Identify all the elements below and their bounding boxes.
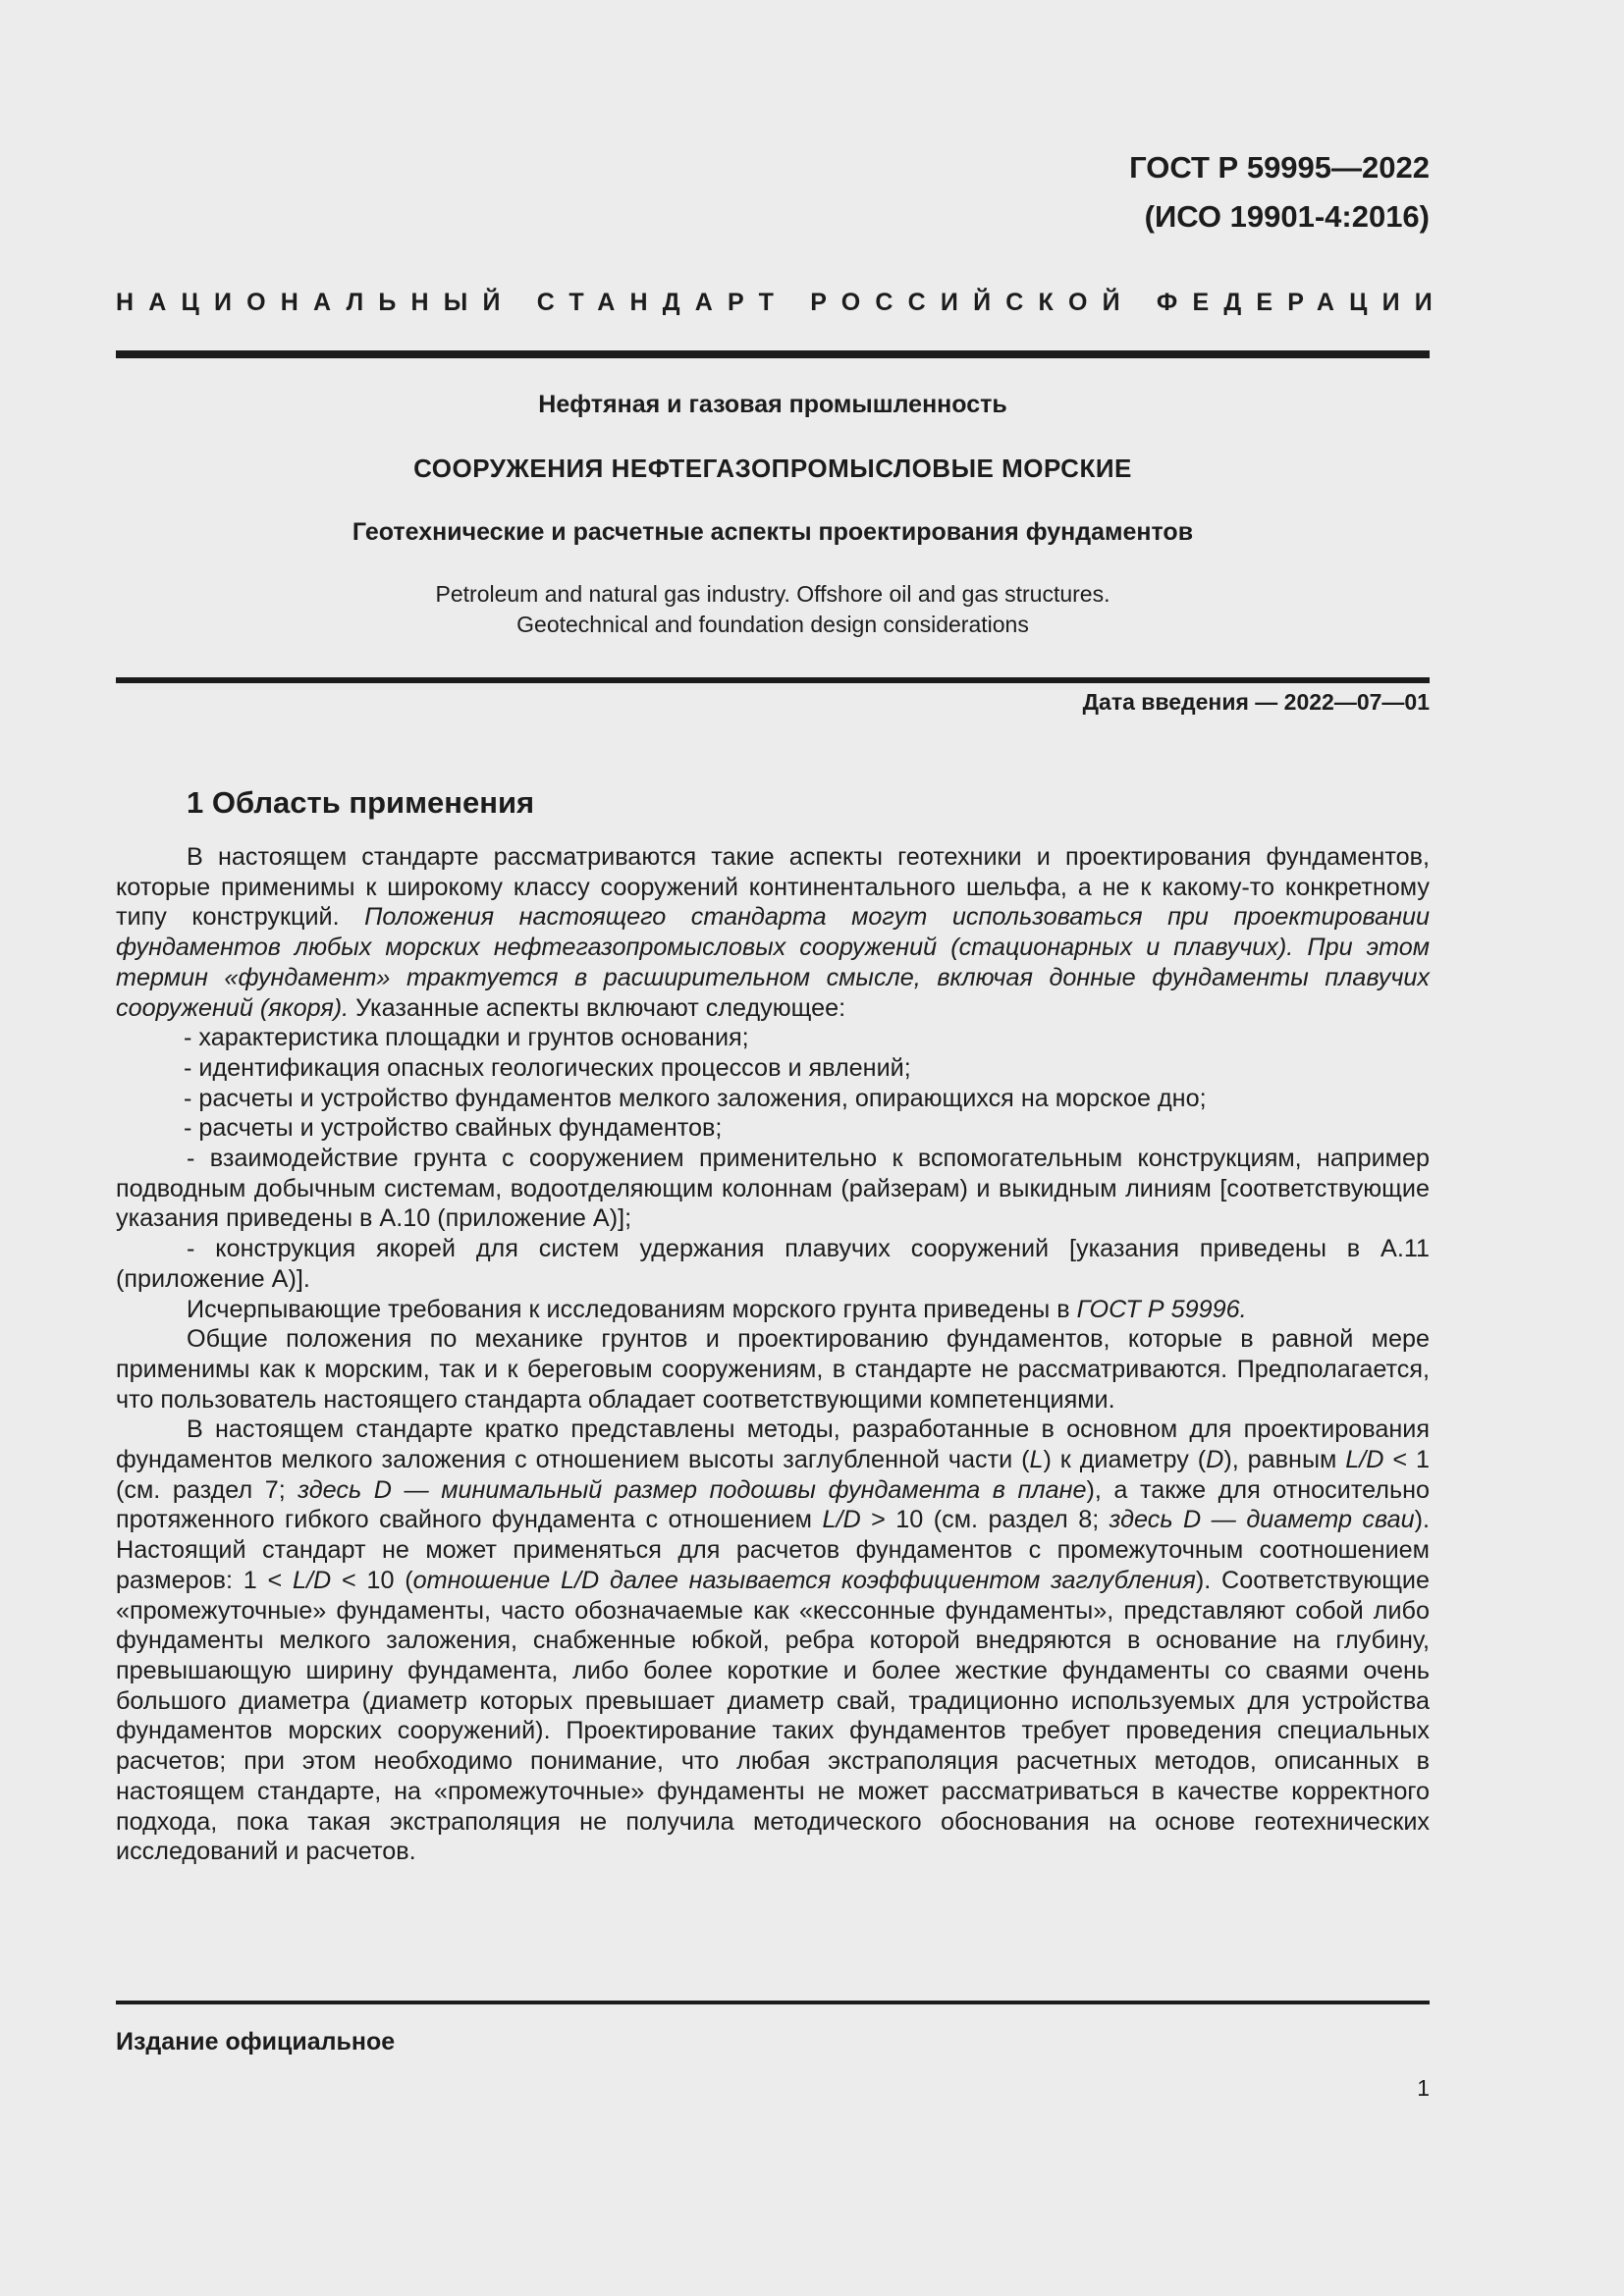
italic-text: L/D: [293, 1566, 332, 1594]
list-item: - расчеты и устройство фундаментов мелкого заложения, опирающихся на морское дно;: [184, 1084, 1207, 1112]
list-item: - конструкция якорей для систем удержания плавучих сооружений [указания приведены в А.11 (приложение А)].: [116, 1235, 1430, 1293]
text-span: Указанные аспекты включают следующее:: [349, 993, 846, 1022]
text-span: > 10 (см. раздел 8;: [860, 1506, 1110, 1534]
section-body: [116, 842, 1430, 1867]
list-item: - характеристика площадки и грунтов основания;: [184, 1024, 749, 1052]
footer-divider: [116, 2001, 1430, 2004]
text-span: ). Настоящий стандарт не может применяться для расчетов фундаментов с промежуточным соотношением размеров: 1 <: [116, 1506, 1430, 1594]
italic-text: здесь D — диаметр сваи: [1109, 1506, 1415, 1534]
text-span: ). Соответствующие «промежуточные» фундаменты, часто обозначаемые как «кессонные фундаменты», представляют собой либо фундаменты мелкого заложения, снабженные юбкой, ребра которой внедряются в основание на глубину, превышающую ширину фундамента, либо более короткие и более жесткие фундаменты со сваями очень большого диаметра (диаметр которых превышает диаметр свай, традиционно используемых для устройства фундаментов морских сооружений). Проектирование таких фундаментов требует проведения специальных расчетов; при этом необходимо понимание, что любая экстраполяция расчетных методов, описанных в настоящем стандарте, на «промежуточные» фундаменты не может рассматриваться в качестве корректного подхода, пока такая экстраполяция не получила методического обоснования на основе геотехнических исследований и расчетов.: [116, 1566, 1431, 1866]
official-edition-label: Издание официальное: [116, 2028, 396, 2056]
list-item: - взаимодействие грунта с сооружением применительно к вспомогательным конструкциям, например подводным добычным системам, водоотделяющим колоннам (райзерам) и выкидным линиям [соответствующие указания приведены в А.10 (приложение А)];: [116, 1145, 1430, 1233]
text-span: В настоящем стандарте рассматриваются такие аспекты геотехники и проектирования фундаментов, которые применимы к широкому классу сооружений континентального шельфа, а не к какому-то конкретному типу конструкций.: [116, 843, 1430, 932]
introduction-date: Дата введения — 2022—07—01: [1082, 689, 1430, 715]
italic-text: ГОСТ Р 59996.: [1076, 1295, 1247, 1323]
top-divider: [116, 350, 1430, 358]
standard-number-iso: (ИСО 19901-4:2016): [1144, 199, 1430, 234]
english-title: [116, 579, 1430, 640]
industry-title: Нефтяная и газовая промышленность: [538, 391, 1007, 418]
main-title: СООРУЖЕНИЯ НЕФТЕГАЗОПРОМЫСЛОВЫЕ МОРСКИЕ: [413, 454, 1132, 483]
text-span: < 10 (: [331, 1566, 413, 1594]
italic-text: здесь D — минимальный размер подошвы фундамента в плане: [298, 1475, 1087, 1504]
list-item: - расчеты и устройство свайных фундаментов;: [184, 1114, 723, 1143]
paragraph-reference: [116, 1295, 1430, 1325]
paragraph-methods: [116, 1415, 1430, 1867]
text-span: Исчерпывающие требования к исследованиям морского грунта приведены в: [187, 1295, 1077, 1323]
page-number: 1: [1417, 2075, 1430, 2101]
text-span: ) к диаметру (: [1043, 1446, 1207, 1474]
paragraph-general: Общие положения по механике грунтов и проектированию фундаментов, которые в равной мере применимы как к морским, так и к береговым сооружениям, в стандарте не рассматриваются. Предполагается, что пользователь настоящего стандарта обладает соответствующими компетенциями.: [116, 1325, 1430, 1414]
text-span: ), а также для относительно протяженного гибкого свайного фундамента с отношением: [116, 1475, 1431, 1534]
text-span: В настоящем стандарте кратко представлены методы, разработанные в основном для проектирования фундаментов мелкого заложения с отношением высоты заглубленной части (: [116, 1415, 1430, 1474]
standard-number-gost: ГОСТ Р 59995—2022: [1129, 150, 1430, 185]
english-title-line-1: Petroleum and natural gas industry. Offshore oil and gas structures.: [435, 581, 1110, 607]
italic-text: D: [1206, 1446, 1224, 1474]
section-heading: 1 Область применения: [187, 785, 535, 820]
list-item: - идентификация опасных геологических процессов и явлений;: [184, 1053, 911, 1082]
english-title-line-2: Geotechnical and foundation design considerations: [516, 612, 1029, 637]
national-standard-banner: НАЦИОНАЛЬНЫЙ СТАНДАРТ РОССИЙСКОЙ ФЕДЕРАЦИИ: [116, 289, 1447, 316]
italic-text: L/D: [1345, 1446, 1384, 1474]
text-span: < 1 (см. раздел 7;: [116, 1446, 1431, 1504]
subtitle: Геотехнические и расчетные аспекты проектирования фундаментов: [352, 518, 1194, 546]
standard-number: [1129, 143, 1430, 241]
italic-text: L/D: [822, 1506, 861, 1534]
paragraph-scope: [116, 842, 1430, 1023]
italic-text: Положения настоящего стандарта могут использоваться при проектировании фундаментов любых морских нефтегазопромысловых сооружений (стационарных и плавучих). При этом термин «фундамент» трактуется в расширительном смысле, включая донные фундаменты плавучих сооружений (якоря).: [116, 903, 1430, 1022]
text-span: ), равным: [1223, 1446, 1346, 1474]
italic-text: отношение L/D далее называется коэффициентом заглубления: [412, 1566, 1196, 1594]
title-divider: [116, 677, 1430, 683]
italic-text: L: [1029, 1446, 1044, 1474]
